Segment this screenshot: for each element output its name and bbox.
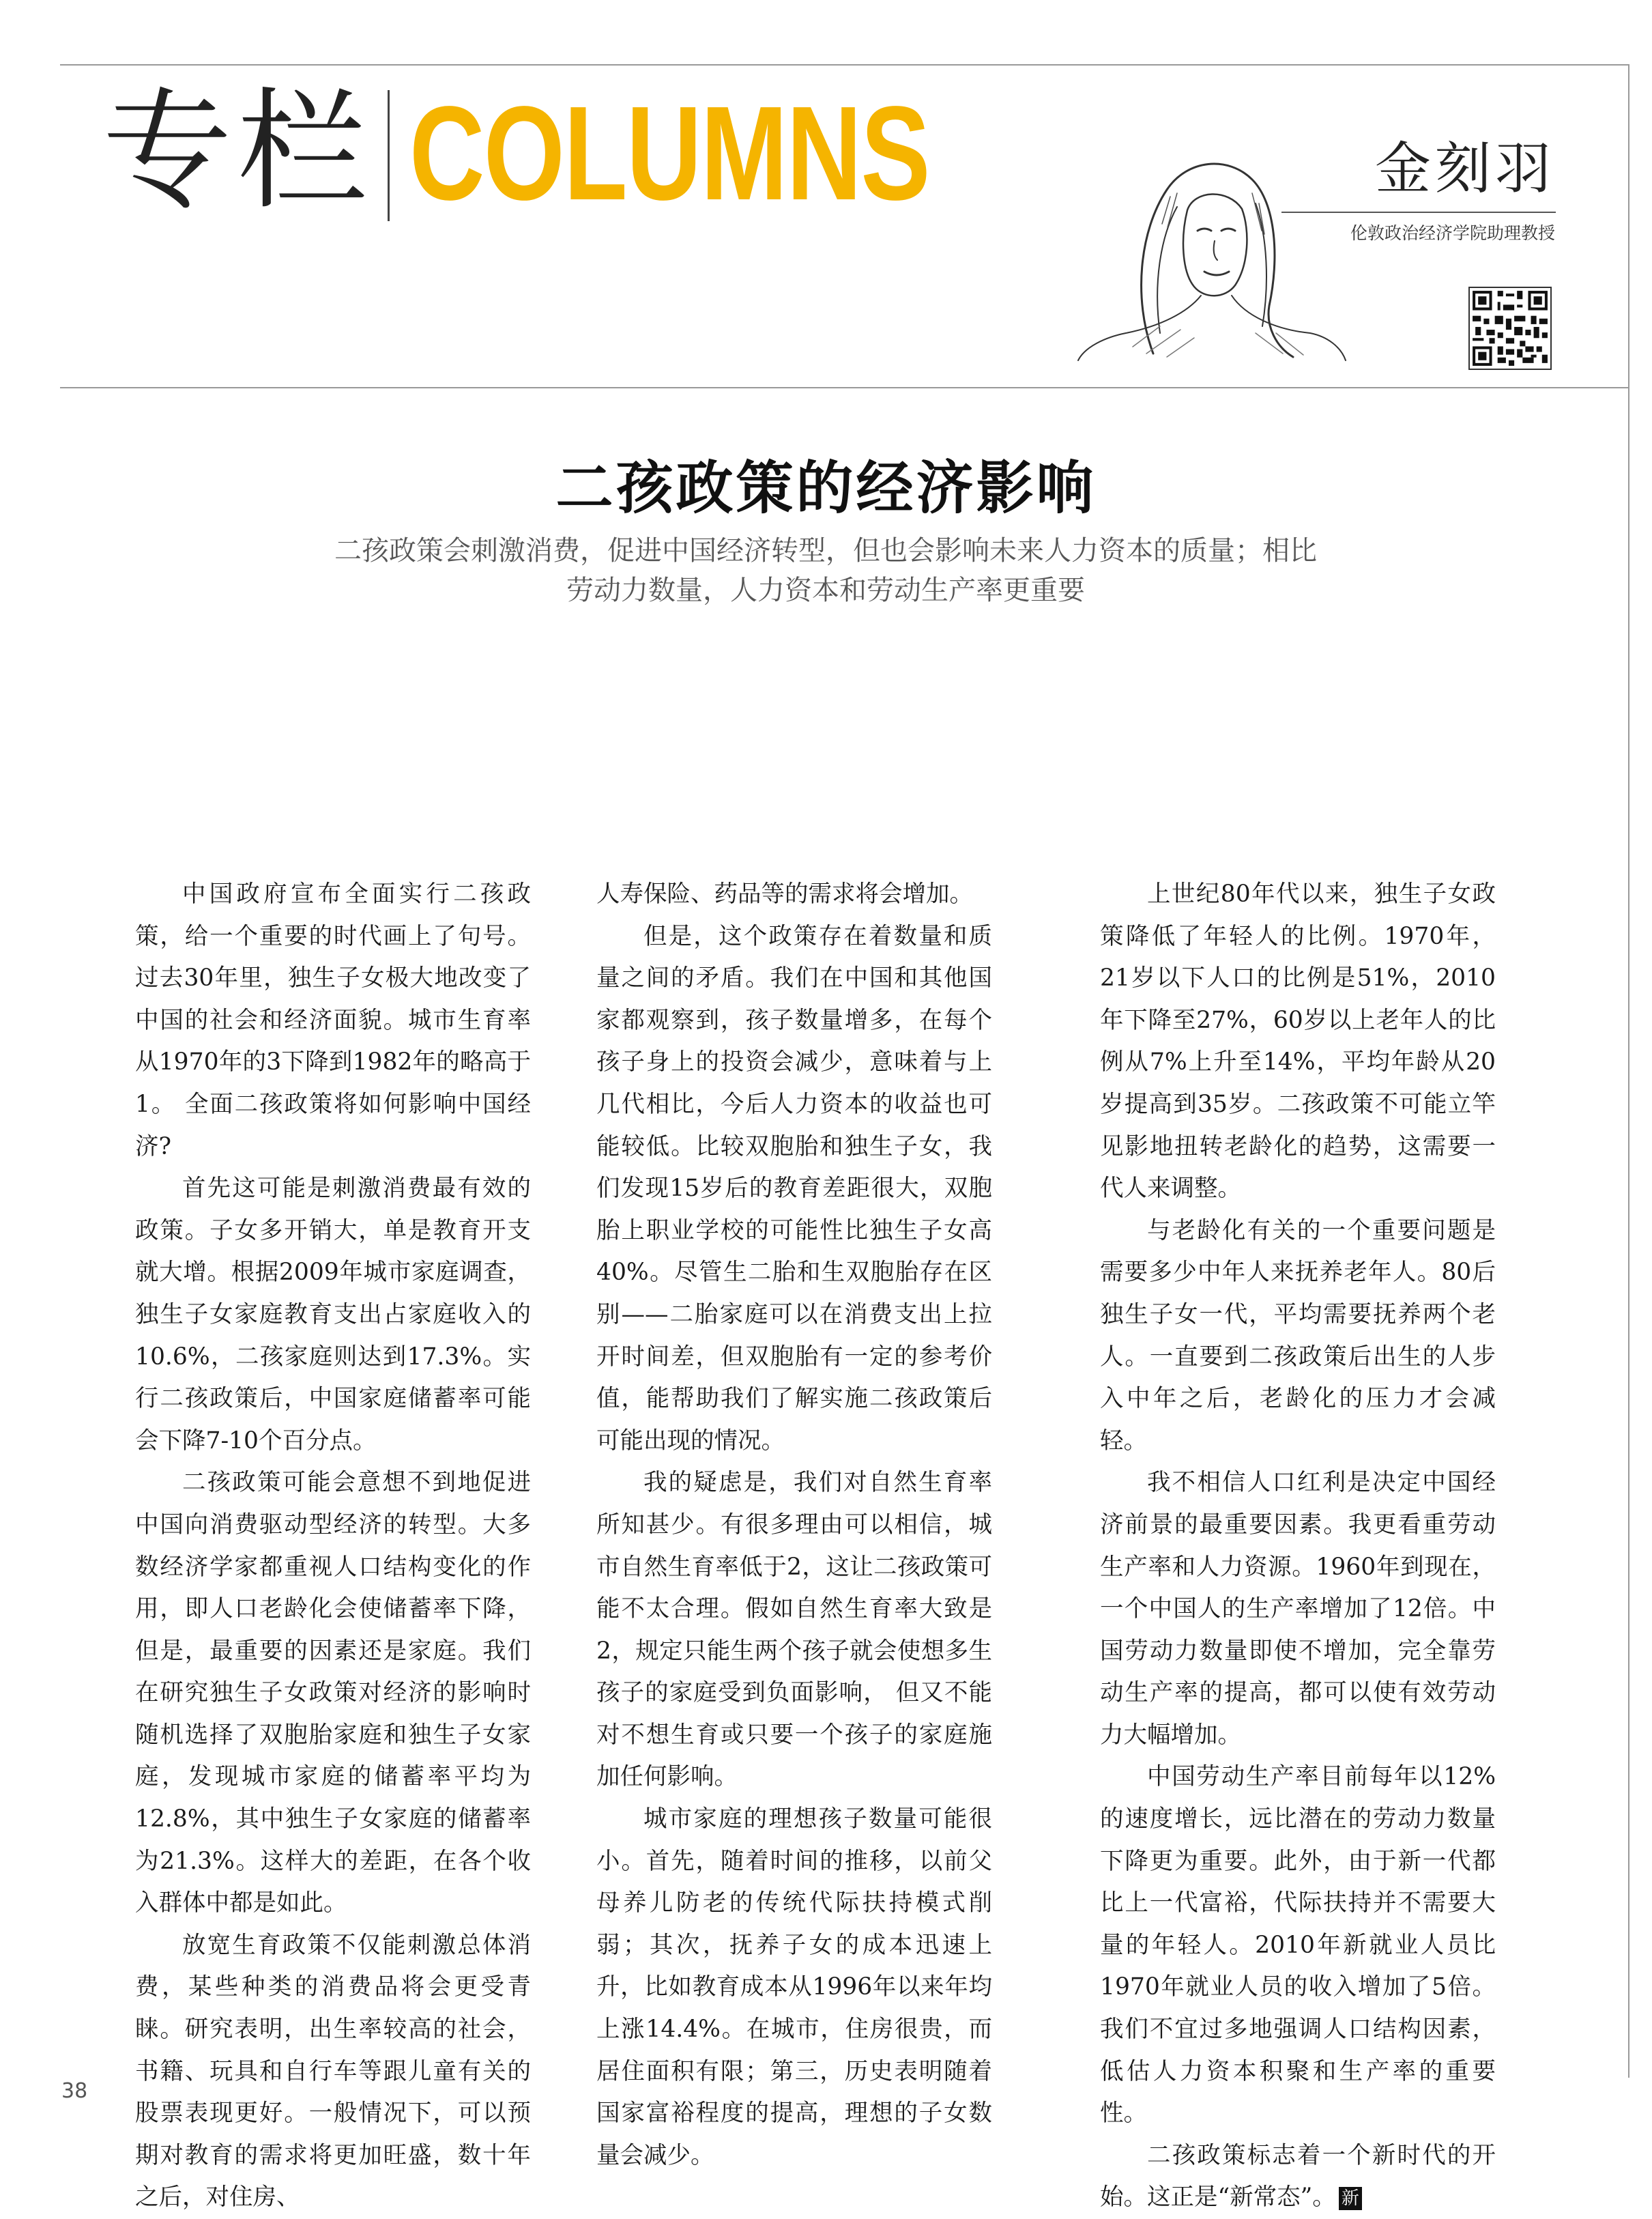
paragraph: 与老龄化有关的一个重要问题是需要多少中年人来抚养老年人。80后独生子女一代，平均需要抚养两个老人。一直要到二孩政策后出生的人步入中年之后，老龄化的压力才会减轻。 [1100, 1216, 1496, 1455]
paragraph: 放宽生育政策不仅能刺激总体消费，某些种类的消费品将会更受青睐。研究表明，出生率较高的社会，书籍、玩具和自行车等跟儿童有关的股票表现更好。一般情况下，可以预期对教育的需求将更加旺盛，数十年之后，对住房、 [135, 1931, 531, 2211]
paragraph: 人寿保险、药品等的需求将会增加。 [596, 881, 973, 908]
qr-code-icon[interactable] [1468, 287, 1552, 370]
article-subtitle [246, 531, 1406, 610]
paragraph: 我不相信人口红利是决定中国经济前景的最重要因素。我更看重劳动生产率和人力资源。1960年到现在，一个中国人的生产率增加了12倍。中国劳动力数量即使不增加，完全靠劳动生产率的提高，都可以使有效劳动力大幅增加。 [1100, 1469, 1496, 1749]
article-column-2 [596, 874, 992, 2177]
paragraph: 中国劳动生产率目前每年以12%的速度增长，远比潜在的劳动力数量下降更为重要。此外，由于新一代都比上一代富裕，代际扶持并不需要大量的年轻人。2010年新就业人员比1970年就业人员的收入增加了5倍。我们不宜过多地强调人口结构因素，低估人力资本积聚和生产率的重要性。 [1100, 1763, 1496, 2128]
subtitle-line: 劳动力数量，人力资本和劳动生产率更重要 [566, 575, 1085, 606]
header-divider [388, 90, 390, 221]
author-divider [1281, 212, 1556, 213]
paragraph: 但是，这个政策存在着数量和质量之间的矛盾。我们在中国和其他国家都观察到，孩子数量增多，在每个孩子身上的投资会减少，意味着与上几代相比，今后人力资本的收益也可能较低。比较双胞胎和独生子女，我们发现15岁后的教育差距很大，双胞胎上职业学校的可能性比独生子女高40%。尽管生二胎和生双胞胎存在区别——二胎家庭可以在消费支出上拉开时间差，但双胞胎有一定的参考价值，能帮助我们了解实施二孩政策后可能出现的情况。 [596, 922, 992, 1455]
article-column-1 [135, 874, 531, 2219]
section-title-en: COLUMNS [409, 78, 929, 228]
author-name: 金刻羽 [1374, 137, 1555, 201]
paragraph: 首先这可能是刺激消费最有效的政策。子女多开销大，单是教育开支就大增。根据2009年城市家庭调查，独生子女家庭教育支出占家庭收入的10.6%，二孩家庭则达到17.3%。实行二孩政策后，中国家庭储蓄率可能会下降7-10个百分点。 [135, 1175, 531, 1455]
paragraph: 上世纪80年代以来，独生子女政策降低了年轻人的比例。1970年，21岁以下人口的比例是51%，2010年下降至27%，60岁以上老年人的比例从7%上升至14%，平均年龄从20岁提高到35岁。二孩政策不可能立竿见影地扭转老龄化的趋势，这需要一代人来调整。 [1100, 881, 1496, 1203]
paragraph: 中国政府宣布全面实行二孩政策，给一个重要的时代画上了句号。过去30年里，独生子女极大地改变了中国的社会和经济面貌。城市生育率从1970年的3下降到1982年的略高于1。 全面二孩政策将如何影响中国经济? [135, 881, 531, 1160]
article-title: 二孩政策的经济影响 [555, 455, 1097, 521]
subtitle-line: 二孩政策会刺激消费，促进中国经济转型，但也会影响未来人力资本的质量；相比 [334, 535, 1317, 567]
paragraph-final [1100, 2135, 1496, 2219]
end-mark-icon: 新 [1339, 2187, 1362, 2210]
header-rule [60, 387, 1629, 388]
paragraph: 我的疑虑是，我们对自然生育率所知甚少。有很多理由可以相信，城市自然生育率低于2，这让二孩政策可能不太合理。假如自然生育率大致是2，规定只能生两个孩子就会使想多生孩子的家庭受到负面影响， 但又不能对不想生育或只要一个孩子的家庭施加任何影响。 [596, 1469, 992, 1791]
author-portrait-icon [1051, 128, 1351, 367]
paragraph: 二孩政策可能会意想不到地促进中国向消费驱动型经济的转型。大多数经济学家都重视人口结构变化的作用，即人口老龄化会使储蓄率下降，但是，最重要的因素还是家庭。我们在研究独生子女政策对经济的影响时随机选择了双胞胎家庭和独生子女家庭，发现城市家庭的储蓄率平均为12.8%，其中独生子女家庭的储蓄率为21.3%。这样大的差距，在各个收入群体中都是如此。 [135, 1469, 531, 1917]
paragraph-text: 二孩政策标志着一个新时代的开始。这正是“新常态”。 [1100, 2141, 1496, 2211]
page-number: 38 [61, 2079, 88, 2103]
section-title-cn: 专栏 [102, 76, 373, 227]
author-title: 伦敦政治经济学院助理教授 [1350, 223, 1555, 243]
paragraph: 城市家庭的理想孩子数量可能很小。首先，随着时间的推移，以前父母养儿防老的传统代际扶持模式削弱；其次，抚养子女的成本迅速上升，比如教育成本从1996年以来年均上涨14.4%。在城市，住房很贵，而居住面积有限；第三，历史表明随着国家富裕程度的提高，理想的子女数量会减少。 [596, 1805, 992, 2169]
article-column-3 [1100, 874, 1496, 2219]
